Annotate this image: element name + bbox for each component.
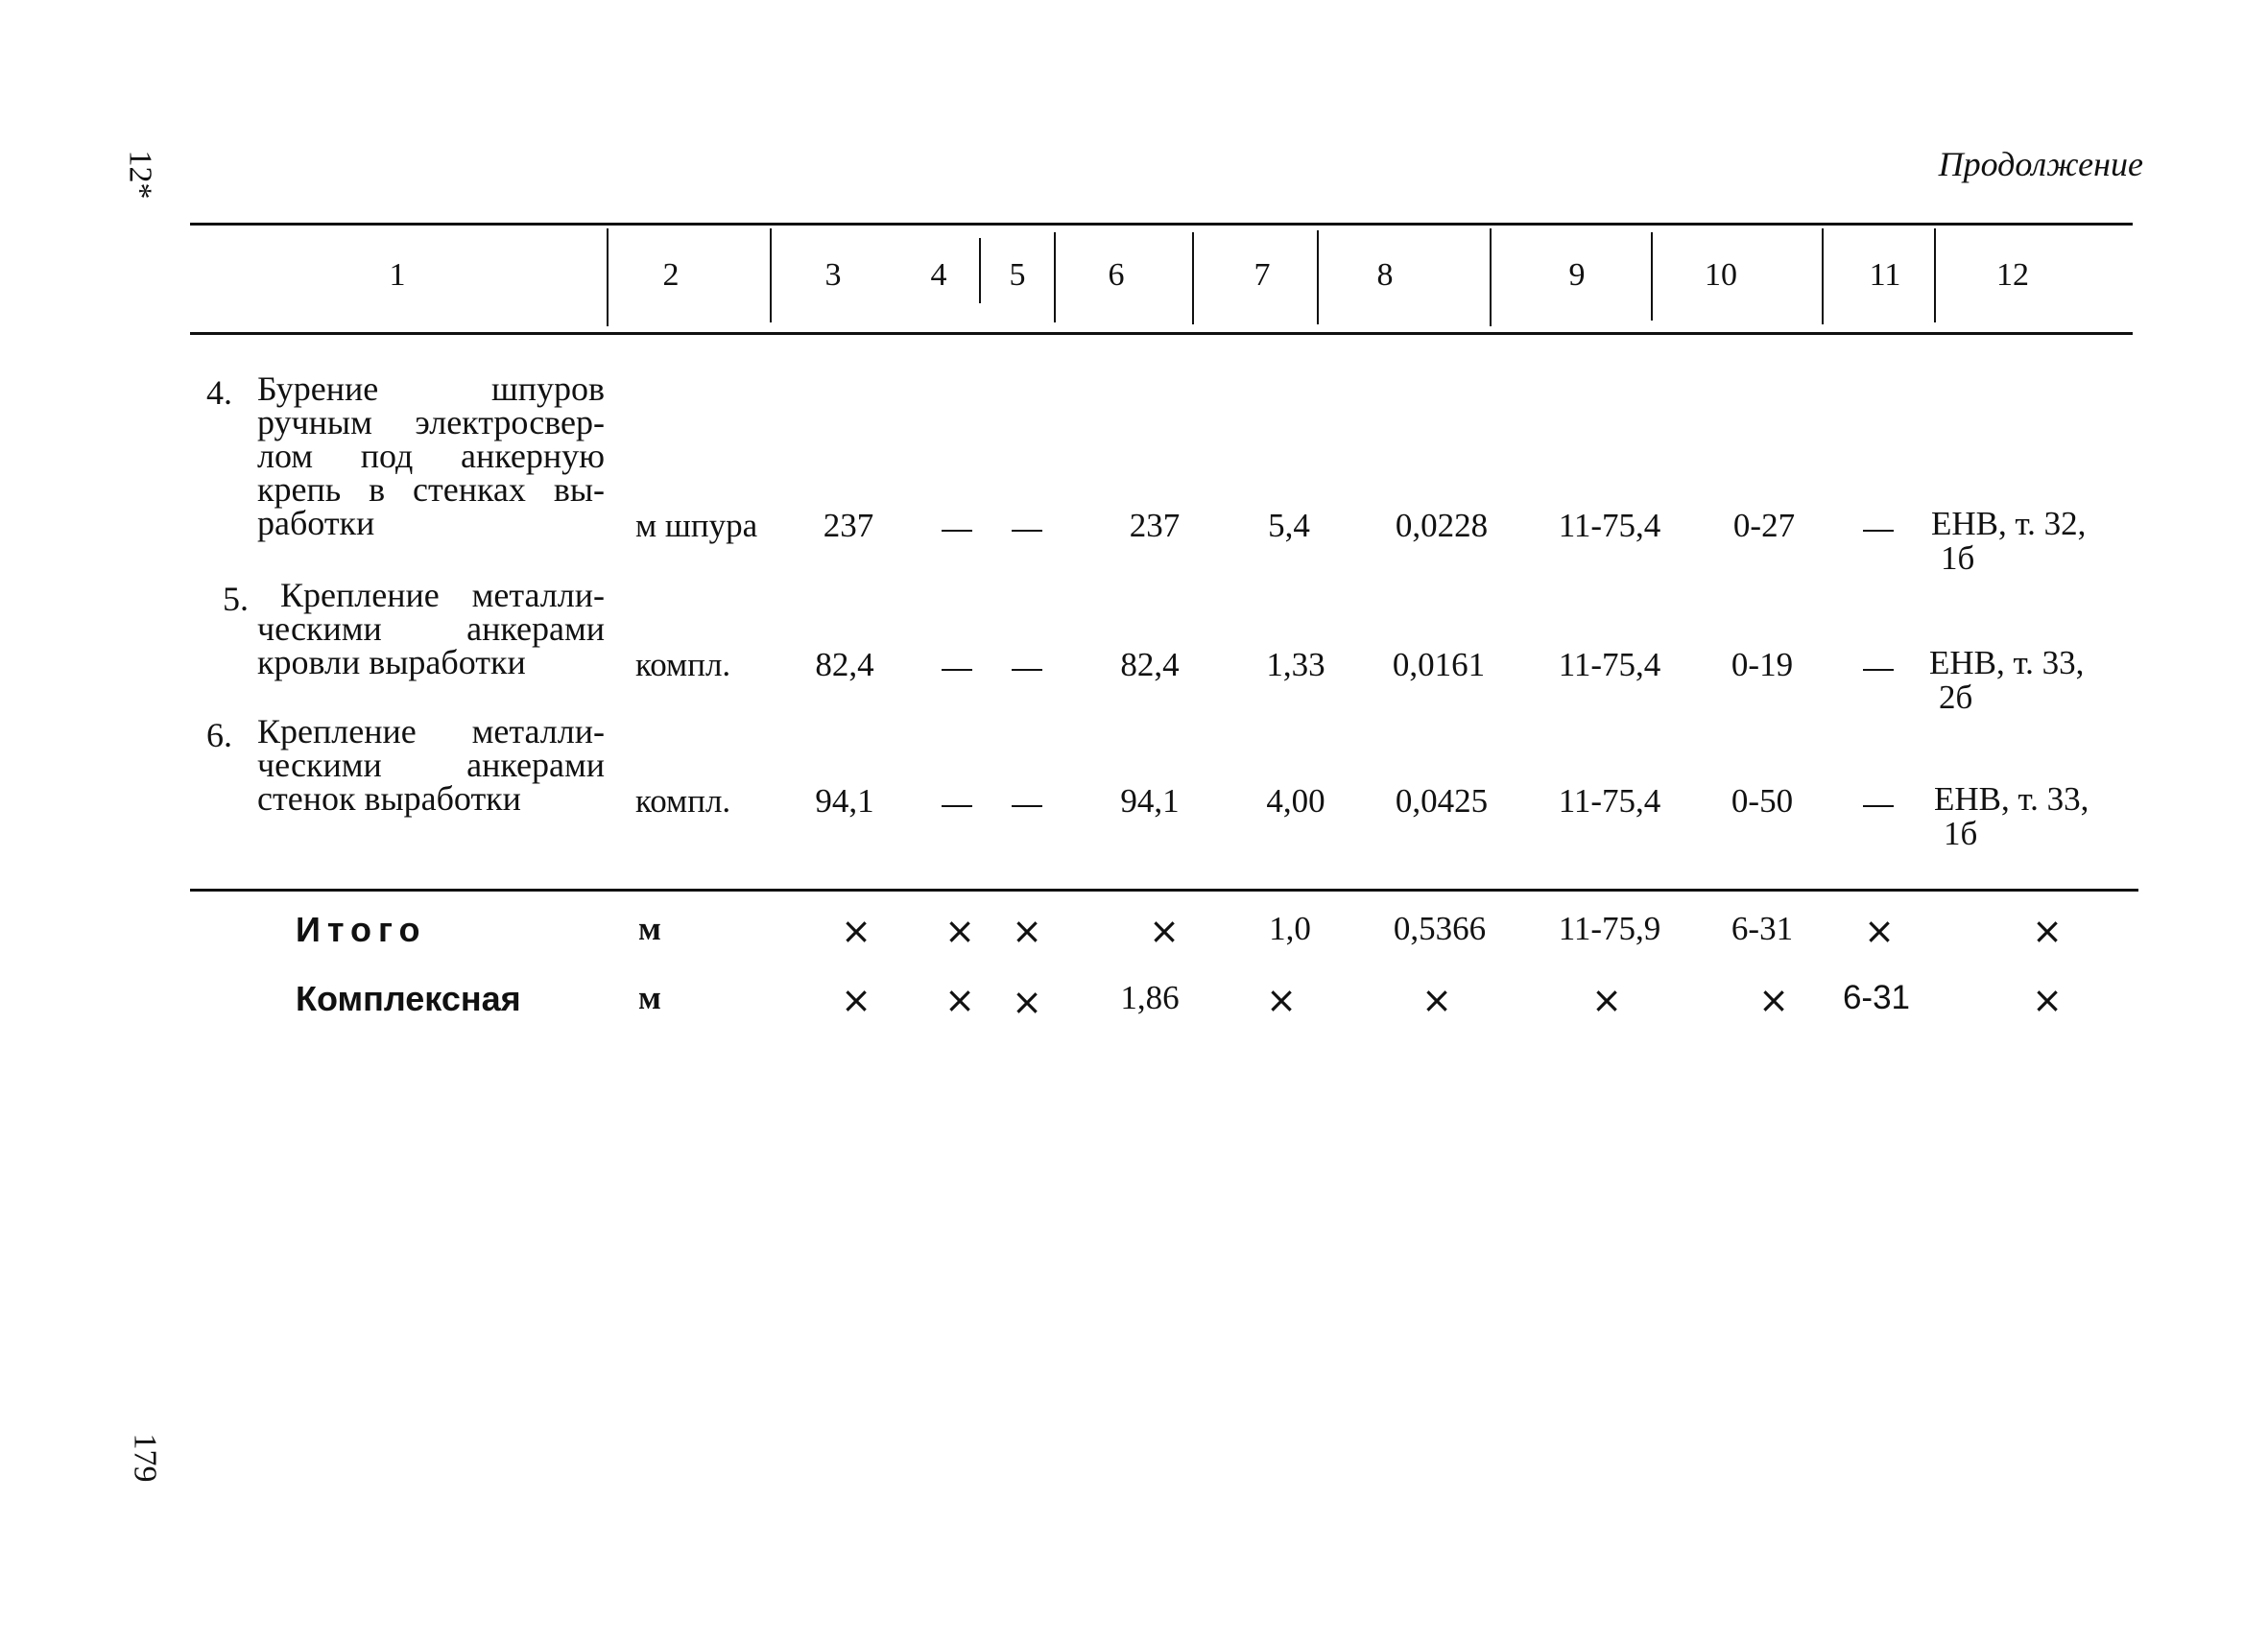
table-top-rule [190,223,2133,226]
header-divider [607,228,609,326]
value-cell: 237 [823,507,874,544]
value-cell: 94,1 [815,782,874,820]
value-cell: 1,0 [1269,910,1311,947]
description-line: крепь в стенках вы- [257,470,605,509]
description-line: ручным электросвер- [257,403,605,441]
reference-cell [1929,646,2084,715]
value-cell: 0,5366 [1393,910,1487,947]
unit-cell: компл. [635,782,731,820]
value-cell: 6-31 [1842,979,1911,1016]
column-header-4: 4 [930,257,947,293]
column-header-10: 10 [1705,257,1737,293]
reference-cell [1934,782,2089,851]
column-header-9: 9 [1568,257,1586,293]
row-number: 4. [206,373,232,412]
reference-cell [1931,507,2086,576]
dash-mark [942,669,972,671]
column-header-7: 7 [1253,257,1271,293]
dash-mark [1012,530,1042,532]
dash-mark [1863,669,1894,671]
column-header-11: 11 [1869,257,1901,293]
cross-mark: × [1591,979,1622,1021]
header-divider [1317,230,1319,324]
header-divider [770,228,772,322]
column-header-6: 6 [1108,257,1125,293]
column-header-5: 5 [1009,257,1026,293]
description-line: кровли выработки [257,643,526,681]
reference-line: ЕНВ, т. 33, [1934,780,2089,818]
unit-cell: м шпура [635,507,758,544]
page-number: 179 [127,1433,163,1483]
row-description [257,712,605,818]
total-label: Комплексная [296,979,521,1018]
description-line: лом под анкерную [257,437,605,475]
unit-cell: м [638,910,661,947]
row-number: 6. [206,716,232,754]
cross-mark: × [1758,979,1789,1021]
value-cell: 11-75,4 [1558,507,1661,544]
continued-label: Продолжение [1938,145,2143,183]
column-header-2: 2 [662,257,680,293]
value-cell: 0-27 [1732,507,1796,544]
value-cell: 4,00 [1266,782,1325,820]
row-description [257,369,605,542]
row-description [257,576,605,681]
description-line: Крепление металли- [257,712,605,750]
totals-top-rule [190,889,2138,892]
header-divider [1054,232,1056,322]
cross-mark: × [1266,979,1297,1021]
column-header-12: 12 [1996,257,2029,293]
cross-mark: × [1421,979,1452,1021]
description-line: ческими анкерами [257,609,605,648]
header-divider [979,238,981,303]
dash-mark [942,805,972,807]
reference-line: ЕНВ, т. 33, [1929,644,2085,681]
reference-line: ЕНВ, т. 32, [1931,505,2087,542]
dash-mark [1012,805,1042,807]
cross-mark: × [2032,979,2063,1021]
value-cell: 0,0425 [1395,782,1489,820]
value-cell: 237 [1129,507,1181,544]
value-cell: 5,4 [1268,507,1310,544]
cross-mark: × [1012,981,1042,1023]
header-divider [1822,228,1824,324]
reference-line: 1б [1941,539,1975,577]
header-divider [1490,228,1492,326]
description-line: ческими анкерами [257,746,605,784]
value-cell: 6-31 [1731,910,1794,947]
page-marker: 12* [122,150,158,200]
reference-line: 1б [1944,815,1978,852]
header-divider [1934,228,1936,322]
value-cell: 0-50 [1731,782,1794,820]
description-line: работки [257,504,375,542]
value-cell: 82,4 [1120,646,1180,683]
value-cell: 0-19 [1731,646,1794,683]
column-header-8: 8 [1376,257,1394,293]
cross-mark: × [841,910,871,952]
dash-mark [942,530,972,532]
cross-mark: × [944,910,975,952]
column-header-3: 3 [824,257,842,293]
cross-mark: × [944,979,975,1021]
header-divider [1192,232,1194,324]
cross-mark: × [1149,910,1180,952]
dash-mark [1863,530,1894,532]
value-cell: 94,1 [1120,782,1180,820]
cross-mark: × [841,979,871,1021]
column-header-1: 1 [389,257,406,293]
value-cell: 11-75,9 [1558,910,1661,947]
dash-mark [1863,805,1894,807]
value-cell: 1,86 [1120,979,1180,1016]
header-bottom-rule [190,332,2133,335]
header-divider [1651,232,1653,321]
dash-mark [1012,669,1042,671]
total-label: Итого [296,910,427,949]
value-cell: 82,4 [815,646,874,683]
unit-cell: м [638,979,661,1016]
cross-mark: × [1012,910,1042,952]
description-line: Бурение шпуров [257,369,605,408]
value-cell: 1,33 [1266,646,1325,683]
description-line: стенок выработки [257,779,521,818]
reference-line: 2б [1939,679,1973,716]
unit-cell: компл. [635,646,731,683]
value-cell: 0,0161 [1392,646,1486,683]
cross-mark: × [2032,910,2063,952]
cross-mark: × [1864,910,1895,952]
value-cell: 0,0228 [1395,507,1489,544]
value-cell: 11-75,4 [1558,646,1661,683]
row-number: 5. [223,580,249,618]
value-cell: 11-75,4 [1558,782,1661,820]
description-line: Крепление металли- [280,576,605,614]
